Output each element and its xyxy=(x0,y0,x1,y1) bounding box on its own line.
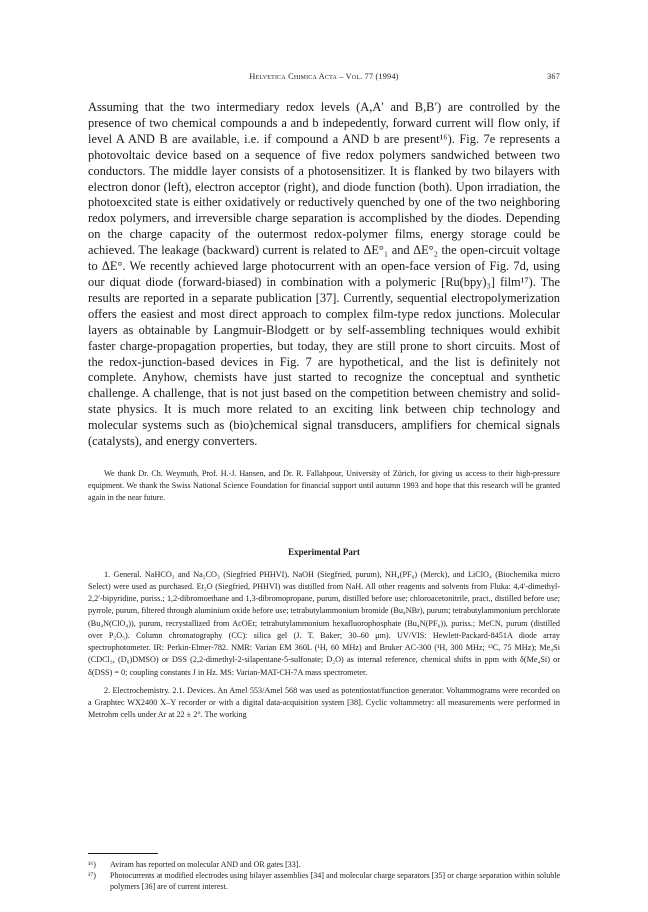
section-title: Experimental Part xyxy=(288,546,360,557)
footnote-text: Photocurrents at modified electrodes using bilayer assemblies [34] and molecular charge separators [35] or charge separation within soluble polymers [36] are of current interest. xyxy=(110,871,560,891)
footnote-17 xyxy=(88,870,560,892)
journal-title: Helvetica Chimica Acta – Vol. 77 (1994) xyxy=(249,72,399,81)
experimental-section xyxy=(88,569,560,722)
acknowledgement: We thank Dr. Ch. Weymuth, Prof. H.-J. Hansen, and Dr. R. Fallahpour, University of Zürich, for giving us access to their high-pressure equipment. We thank the Swiss National Science Foundation for financial support until autumn 1993 and hope that this research will be granted again in the near future. xyxy=(88,468,560,503)
electrochemistry-paragraph: 2. Electrochemistry. 2.1. Devices. An Amel 553/Amel 568 was used as potentiostat/function generator. Voltammograms were recorded on a Graphtec WX2400 X–Y recorder or with a digital data-acquisition system [38]. Cyclic voltammetry: all measurements were performed in Metrohm cells under Ar at 22 ± 2°. The working xyxy=(88,685,560,720)
page-number: 367 xyxy=(547,72,560,81)
main-paragraph: Assuming that the two intermediary redox levels (A,A′ and B,B′) are controlled by the presence of two chemical compounds a and b indepedently, forward current will flow only, if level A AND B are available, i.e. if compound a AND b are present¹⁶). Fig. 7e represents a photovoltaic device based on a sequence of five redox polymers sandwiched between two conductors. The middle layer consists of a photosensitizer. It is flanked by two bilayers with electron donor (left), electron acceptor (right), and diode function (both). Upon irradiation, the photoexcited state is either oxidatively or reductively quenched by one of the two neighboring redox polymers, and irreversible charge separation is accomplished by the diodes. Depending on the charge capacity of the outermost redox-polymer films, energy storage could be achieved. The leakage (backward) current is related to ΔE°₁ and ΔE°₂ the open-circuit voltage to ΔE°. We recently achieved large photocurrent with an open-face version of Fig. 7d, using our diquat diode (forward-biased) in combination with a polymeric [Ru(bpy)₃] film¹⁷). The results are reported in a separate publication [37]. Currently, sequential electropolymerization offers the easiest and most direct approach to complex film-type redox junctions. Molecular layers as obtainable by Langmuir-Blodgett or by self-assembling techniques would exhibit faster charge-propagation properties, but today, they are still prone to short circuits. Most of the redox-junction-based devices in Fig. 7 are hypothetical, and the list is definitely not complete. Anyhow, chemists have just started to recognize the conceptual and synthetic challenge. A challenge, that is not just based on the competition between chemistry and solid-state physics. It is much more related to an exciting link between chip technology and molecular systems such as (bio)chemical signal transducers, amplifiers for chemical signals (catalysts), and energy converters. xyxy=(88,100,560,449)
general-paragraph: 1. General. NaHCO₃ and Na₂CO₃ (Siegfried PHHVI), NaOH (Siegfried, purum), NH₄(PF₆) (Merck), and LiClO₄ (Biochemika micro Select) were used as purchased. Et₂O (Siegfried, PHHVI) was distilled from NaH. All other reagents and solvents from Fluka: 4,4′-dimethyl-2,2′-bipyridine, puriss.; 1,2-dibromoethane and 1,3-dibromopropane, purum, distilled before use; chloroacetonitrile, pract., distilled before use; pyrrole, purum, filtered through aluminium oxide before use; tetrabutylammonium bromide (Bu₄NBr), purum; tetrabutylammonium perchlorate (Bu₄N(ClO₄)), purum, recrystallized from AcOEt; tetrabutylammonium hexafluorophosphate (Bu₄N(PF₆)), puriss.; MeCN, purum (distilled over P₂O₅). Column chromatography (CC): silica gel (J. T. Baker; 30–60 μm). UV/VIS: Hewlett-Packard-8451A diode array spectrophotometer. IR: Perkin-Elmer-782. NMR: Varian EM 360L (¹H, 60 MHz) and Bruker AC-300 (¹H, 300 MHz; ¹³C, 75 MHz); Me₄Si (CDCl₃, (D₆)DMSO) or DSS (2,2-dimethyl-2-silapentane-5-sulfonate; D₂O) as internal reference, chemical shifts in ppm with δ(Me₄Si) or δ(DSS) = 0; coupling constants J in Hz. MS: Varian-MAT-CH-7A mass spectrometer. xyxy=(88,569,560,677)
body-text xyxy=(88,100,560,450)
footnote-16 xyxy=(88,859,560,870)
article-page xyxy=(88,72,560,728)
footnote-mark: ¹⁷) xyxy=(88,871,96,880)
footnote-text: Aviram has reported on molecular AND and OR gates [33]. xyxy=(110,860,301,869)
footnote-rule xyxy=(88,853,158,854)
footnotes xyxy=(88,853,560,892)
running-head xyxy=(88,72,560,86)
footnote-mark: ¹⁶) xyxy=(88,860,96,869)
